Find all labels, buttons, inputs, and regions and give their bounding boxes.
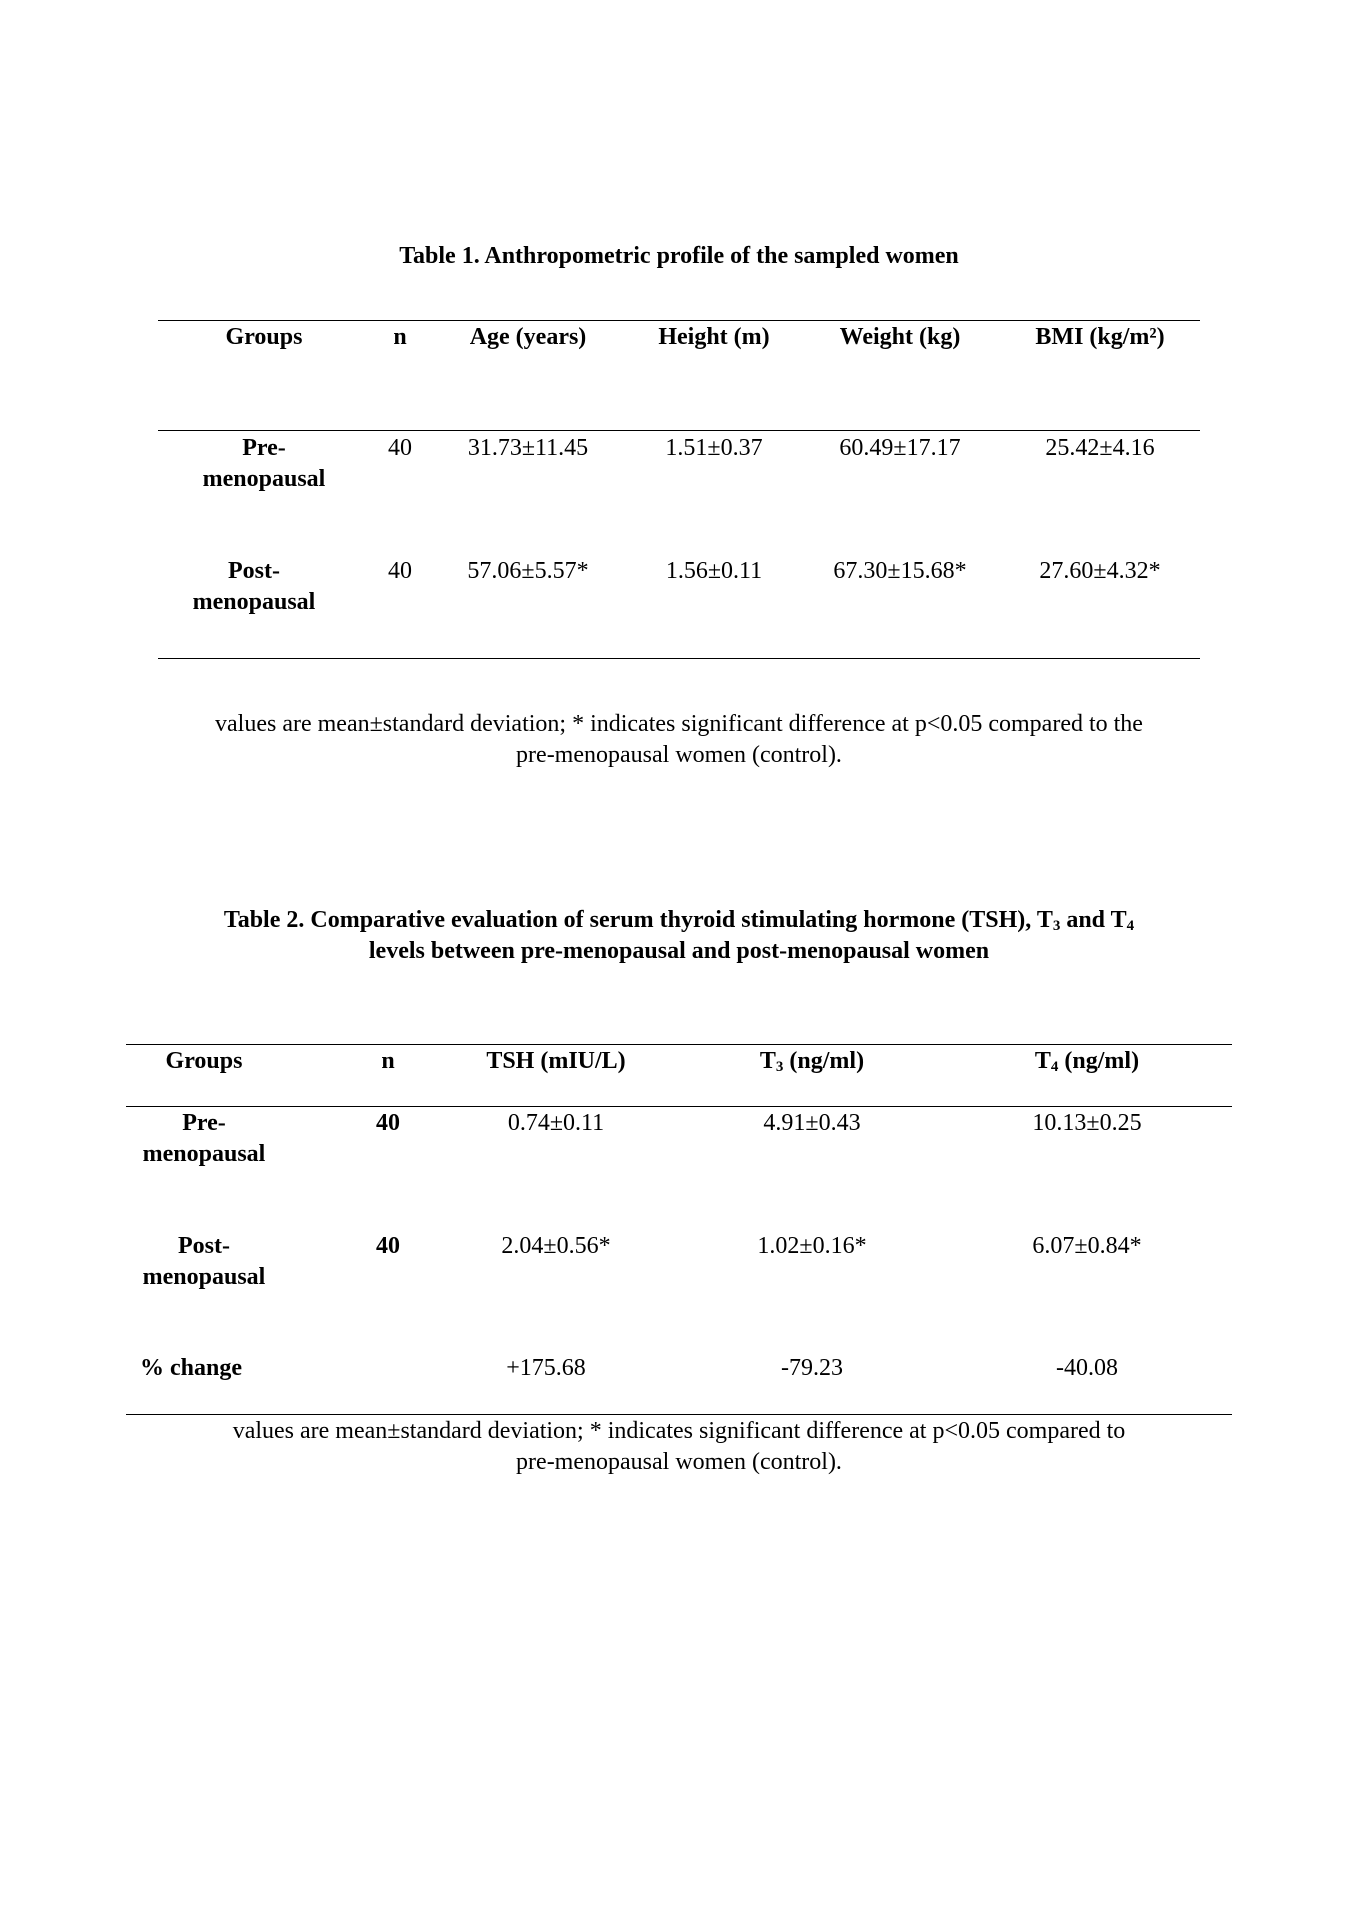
- table2-bottom-rule: [126, 1414, 1232, 1415]
- table1-header-height: Height (m): [658, 324, 770, 350]
- table2-change-t3: -79.23: [781, 1355, 843, 1381]
- table1-header-groups: Groups: [225, 324, 303, 350]
- table2-header-n: n: [381, 1048, 395, 1074]
- table1-header-age: Age (years): [469, 324, 587, 350]
- table2-footnote-line1: values are mean±standard deviation; * indicates significant difference at p<0.05 compared to: [232, 1418, 1126, 1444]
- table1-top-rule: [158, 320, 1200, 321]
- table2-header-rule: [126, 1106, 1232, 1107]
- table2-header-t4: $T_4$ (ng/ml): [1034, 1048, 1140, 1075]
- table1-row2-group-line2: menopausal: [192, 589, 316, 615]
- table1-row2-weight: 67.30±15.68*: [833, 558, 967, 584]
- table1-footnote-line1: values are mean±standard deviation; * indicates significant difference at p<0.05 compared to the: [215, 711, 1143, 737]
- table2-header-groups: Groups: [165, 1048, 243, 1074]
- table1-bottom-rule: [158, 658, 1200, 659]
- table1-caption: Table 1. Anthropometric profile of the sampled women: [399, 243, 959, 269]
- table2-header-t3: $T_3$ (ng/ml): [759, 1048, 865, 1075]
- table1-row2-group-line1: Post-: [228, 558, 280, 584]
- table2-change-t4: -40.08: [1056, 1355, 1118, 1381]
- table2-row1-group-line1: Pre-: [182, 1110, 226, 1136]
- table2-row1-group-line2: menopausal: [142, 1141, 266, 1167]
- table1-row2-height: 1.56±0.11: [665, 558, 763, 584]
- table2-caption-line2: levels between pre-menopausal and post-menopausal women: [368, 938, 990, 964]
- table1-row1-age: 31.73±11.45: [467, 435, 589, 461]
- table1-row1-weight: 60.49±17.17: [839, 435, 961, 461]
- table1-row1-group-line1: Pre-: [242, 435, 286, 461]
- table2-row2-n: 40: [376, 1233, 400, 1259]
- table2-top-rule: [126, 1044, 1232, 1045]
- table1-footnote-line2: pre-menopausal women (control).: [516, 742, 842, 768]
- table1-row2-n: 40: [388, 558, 412, 584]
- table2-row2-t4: 6.07±0.84*: [1032, 1233, 1142, 1259]
- table1-row1-bmi: 25.42±4.16: [1045, 435, 1155, 461]
- table1-header-rule: [158, 430, 1200, 431]
- table2-row2-t3: 1.02±0.16*: [757, 1233, 867, 1259]
- table2-row1-t3: 4.91±0.43: [763, 1110, 861, 1136]
- table2-caption-line1: Table 2. Comparative evaluation of serum thyroid stimulating hormone (TSH), $T_3$ and $T_4$: [223, 907, 1135, 934]
- table2-change-label: % change: [140, 1355, 242, 1381]
- table1-row1-group-line2: menopausal: [202, 466, 326, 492]
- table2-change-tsh: +175.68: [506, 1355, 586, 1381]
- table2-row1-t4: 10.13±0.25: [1032, 1110, 1142, 1136]
- table2-row1-n: 40: [376, 1110, 400, 1136]
- table2-row1-tsh: 0.74±0.11: [507, 1110, 605, 1136]
- table1-header-bmi: BMI (kg/m²): [1035, 324, 1165, 350]
- table2-header-tsh: TSH (mIU/L): [486, 1048, 626, 1074]
- table2-row2-tsh: 2.04±0.56*: [501, 1233, 611, 1259]
- table1-row1-n: 40: [388, 435, 412, 461]
- table2-footnote-line2: pre-menopausal women (control).: [516, 1449, 842, 1475]
- table1-header-n: n: [393, 324, 407, 350]
- table2-row2-group-line2: menopausal: [142, 1264, 266, 1290]
- table1-row2-age: 57.06±5.57*: [467, 558, 589, 584]
- table1-row1-height: 1.51±0.37: [665, 435, 763, 461]
- table1-header-weight: Weight (kg): [839, 324, 961, 350]
- table2-row2-group-line1: Post-: [178, 1233, 230, 1259]
- table1-row2-bmi: 27.60±4.32*: [1039, 558, 1161, 584]
